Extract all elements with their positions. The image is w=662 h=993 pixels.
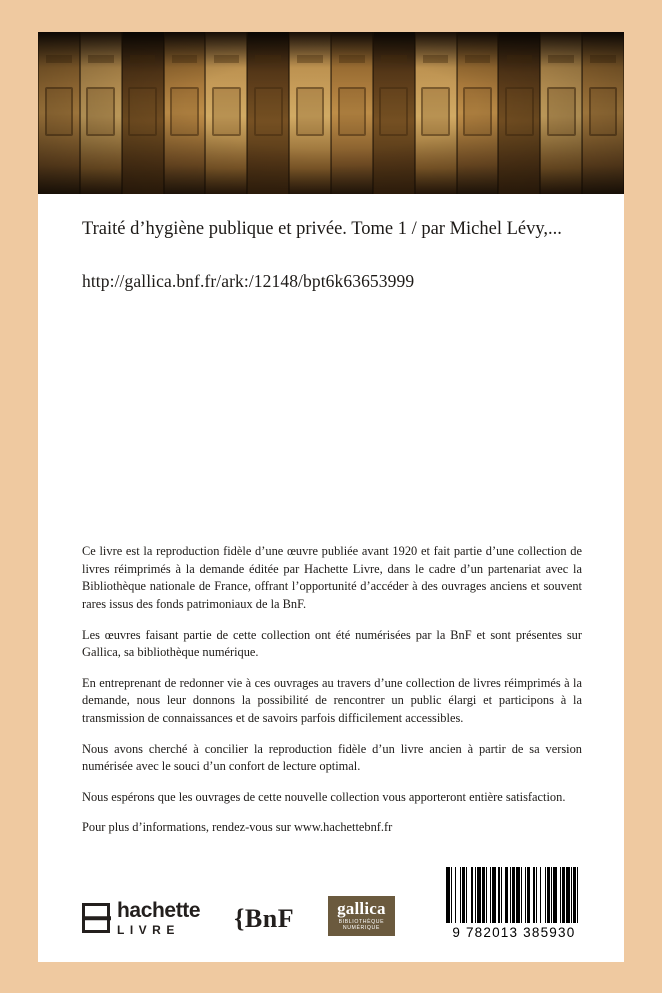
book-spine: [38, 32, 80, 194]
cover-photo: [38, 32, 624, 194]
book-cover-page: [38, 32, 624, 962]
blurb-paragraph: Nous espérons que les ouvrages de cette nouvelle collection vous apporteront entière satisfaction.: [82, 789, 566, 804]
barcode-bar: [578, 867, 582, 923]
blurb-paragraph: Nous avons cherché à concilier la reproduction fidèle d’un livre ancien à partir de sa version numérisée avec le souci d’un confort de lecture optimal.: [82, 741, 582, 774]
book-spine: [415, 32, 457, 194]
shelf-books-illustration: [38, 32, 624, 194]
hachette-wordmark-line2: LIVRE: [117, 923, 180, 937]
layout-spacer: [38, 292, 624, 543]
blurb-paragraph: Les œuvres faisant partie de cette collection ont été numérisées par la BnF et sont présentes sur Gallica, sa bibliothèque numérique.: [82, 627, 582, 660]
book-spine: [373, 32, 415, 194]
gallica-subtitle-line2: NUMÉRIQUE: [342, 924, 380, 931]
gallica-wordmark: gallica: [337, 898, 386, 918]
book-spine: [582, 32, 624, 194]
book-spine: [498, 32, 540, 194]
cover-footer: [38, 837, 624, 962]
isbn-barcode: [446, 867, 594, 940]
bnf-logo: {BnF: [234, 904, 295, 933]
gallica-subtitle-line1: BIBLIOTHÈQUE: [338, 918, 385, 925]
gallica-logo: [328, 896, 395, 936]
book-spine: [247, 32, 289, 194]
book-spine: [289, 32, 331, 194]
book-spine: [457, 32, 499, 194]
book-url: http://gallica.bnf.fr/ark:/12148/bpt6k63653999: [82, 270, 415, 291]
book-spine: [80, 32, 122, 194]
barcode-bars: [446, 867, 582, 923]
publisher-blurb: [38, 543, 624, 837]
blurb-paragraph: Pour plus d’informations, rendez-vous sur www.hachettebnf.fr: [82, 820, 393, 835]
title-block: [38, 194, 624, 292]
hachette-wordmark-line1: hachette: [117, 899, 201, 922]
book-spine: [331, 32, 373, 194]
blurb-paragraph: Ce livre est la reproduction fidèle d’une œuvre publiée avant 1920 et fait partie d’une collection de livres réimprimés à la demande éditée par Hachette Livre, dans le cadre d’un partenariat avec la Bibliothèque nationale de France, offrant l’opportunité d’accéder à des ouvrages anciens et souvent rares issus des fonds patrimoniaux de la BnF.: [82, 544, 582, 611]
barcode-digits: 9 782013 385930: [452, 925, 576, 940]
book-spine: [540, 32, 582, 194]
book-spine: [122, 32, 164, 194]
logo-row: [82, 896, 395, 940]
book-title: Traité d’hygiène publique et privée. Tome 1 / par Michel Lévy,...: [82, 219, 562, 239]
hachette-mark-icon: [82, 903, 110, 933]
hachette-livre-logo: [82, 900, 200, 936]
book-spine: [205, 32, 247, 194]
hachette-wordmark: [117, 900, 200, 936]
blurb-paragraph: En entreprenant de redonner vie à ces ouvrages au travers d’une collection de livres réimprimés à la demande, nous leur donnons la possibilité de rencontrer un public élargi et participons à la transmission de connaissances et de savoirs parfois difficilement accessibles.: [82, 675, 582, 725]
book-spine: [164, 32, 206, 194]
